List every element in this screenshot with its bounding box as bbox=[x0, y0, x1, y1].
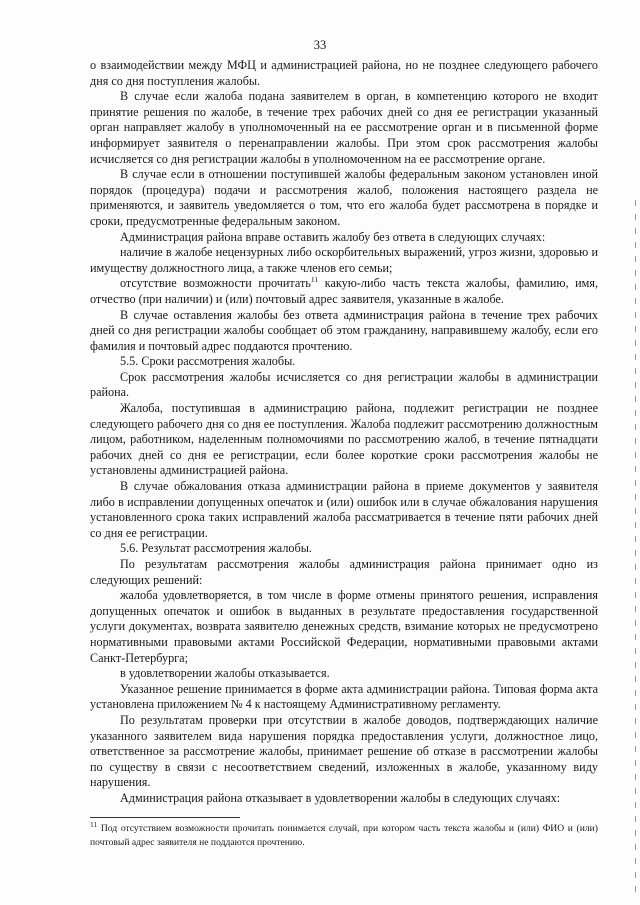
scan-edge bbox=[635, 200, 636, 900]
paragraph: В случае если в отношении поступившей жалобы федеральным законом установлен иной порядок (процедура) подачи и рассмотрения жалоб, положения настоящего раздела не применяются, и заявитель уведомляется о том, что его жалоба будет рассмотрена в порядке и сроки, предусмотренные федеральным законом. bbox=[90, 167, 598, 228]
footnote-number: 11 bbox=[90, 819, 98, 829]
paragraph: По результатам проверки при отсутствии в жалобе доводов, подтверждающих наличие указанного заявителем вида нарушения порядка предоставления услуги, должностное лицо, ответственное за рассмотрение жалобы, принимает решение об отказе в рассмотрении жалобы по существу в связи с несоответствием сведений, изложенных в жалобе, указанному виду нарушения. bbox=[90, 712, 598, 790]
section-heading: 5.6. Результат рассмотрения жалобы. bbox=[120, 541, 312, 556]
paragraph: наличие в жалобе нецензурных либо оскорбительных выражений, угроз жизни, здоровью и имуществу должностного лица, а также членов его семьи; bbox=[90, 245, 598, 275]
document-body bbox=[90, 58, 598, 807]
paragraph-text: отсутствие возможности прочитать bbox=[120, 276, 311, 291]
footnote-reference: 11 bbox=[310, 275, 319, 285]
paragraph: в удовлетворении жалобы отказывается. bbox=[120, 666, 330, 681]
paragraph: Указанное решение принимается в форме акта администрации района. Типовая форма акта установлена приложением № 4 к настоящему Административному регламенту. bbox=[90, 681, 598, 712]
footnote-divider bbox=[90, 817, 240, 818]
paragraph: В случае оставления жалобы без ответа администрация района в течение трех рабочих дней со дня регистрации жалобы сообщает об этом гражданину, направившему жалобу, если его фамилия и почтовый адрес поддаются прочтению. bbox=[90, 307, 598, 353]
paragraph: Срок рассмотрения жалобы исчисляется со дня регистрации жалобы в администрации района. bbox=[90, 369, 598, 400]
footnote-text: Под отсутствием возможности прочитать понимается случай, при котором часть текста жалобы и (или) ФИО и (или) почтовый адрес заявителя не поддаются прочтению. bbox=[90, 823, 598, 848]
paragraph-with-footnote-ref bbox=[90, 276, 598, 307]
paragraph: В случае обжалования отказа администрации района в приеме документов у заявителя либо в исправлении допущенных опечаток и (или) ошибок или в случае обжалования нарушения установленного срока таких исправлений жалоба рассматривается в течение пяти рабочих дней со дня ее регистрации. bbox=[90, 479, 598, 540]
footnote bbox=[90, 819, 598, 850]
page-number: 33 bbox=[313, 38, 327, 52]
paragraph: Жалоба, поступившая в администрацию района, подлежит регистрации не позднее следующего рабочего дня со дня ее поступления. Жалоба подлежит рассмотрению должностным лицом, работником, наделенным полномочиями по рассмотрению жалоб, в течение пятнадцати рабочих дней со дня ее регистрации, если более короткие сроки рассмотрения жалобы не установлены администрацией района. bbox=[90, 401, 598, 478]
paragraph: В случае если жалоба подана заявителем в орган, в компетенцию которого не входит принятие решения по жалобе, в течение трех рабочих дней со дня ее регистрации указанный орган направляет жалобу в уполномоченный на ее рассмотрение орган и в письменной форме информирует заявителя о перенаправлении жалобы. При этом срок рассмотрения жалобы исчисляется со дня регистрации жалобы в уполномоченном на ее рассмотрение органе. bbox=[90, 89, 598, 166]
paragraph-text: какую-либо часть текста жалобы, фамилию, имя, отчество (при наличии) и (или) почтовый адрес заявителя, указанные в жалобе. bbox=[90, 276, 599, 306]
section-heading: 5.5. Сроки рассмотрения жалобы. bbox=[120, 354, 296, 369]
paragraph: По результатам рассмотрения жалобы администрация района принимает одно из следующих решений: bbox=[90, 557, 598, 587]
paragraph: Администрация района вправе оставить жалобу без ответа в следующих случаях: bbox=[120, 229, 546, 244]
paragraph: о взаимодействии между МФЦ и администрацией района, но не позднее следующего рабочего дня со дня поступления жалобы. bbox=[90, 58, 598, 88]
paragraph: жалоба удовлетворяется, в том числе в форме отмены принятого решения, исправления допущенных опечаток и ошибок в выданных в результате предоставления государственной услуги документах, возврата заявителю денежных средств, взимание которых не предусмотрено нормативными правовыми актами Российской Федерации, нормативными правовыми актами Санкт-Петербурга; bbox=[90, 588, 598, 665]
paragraph: Администрация района отказывает в удовлетворении жалобы в следующих случаях: bbox=[120, 790, 561, 805]
